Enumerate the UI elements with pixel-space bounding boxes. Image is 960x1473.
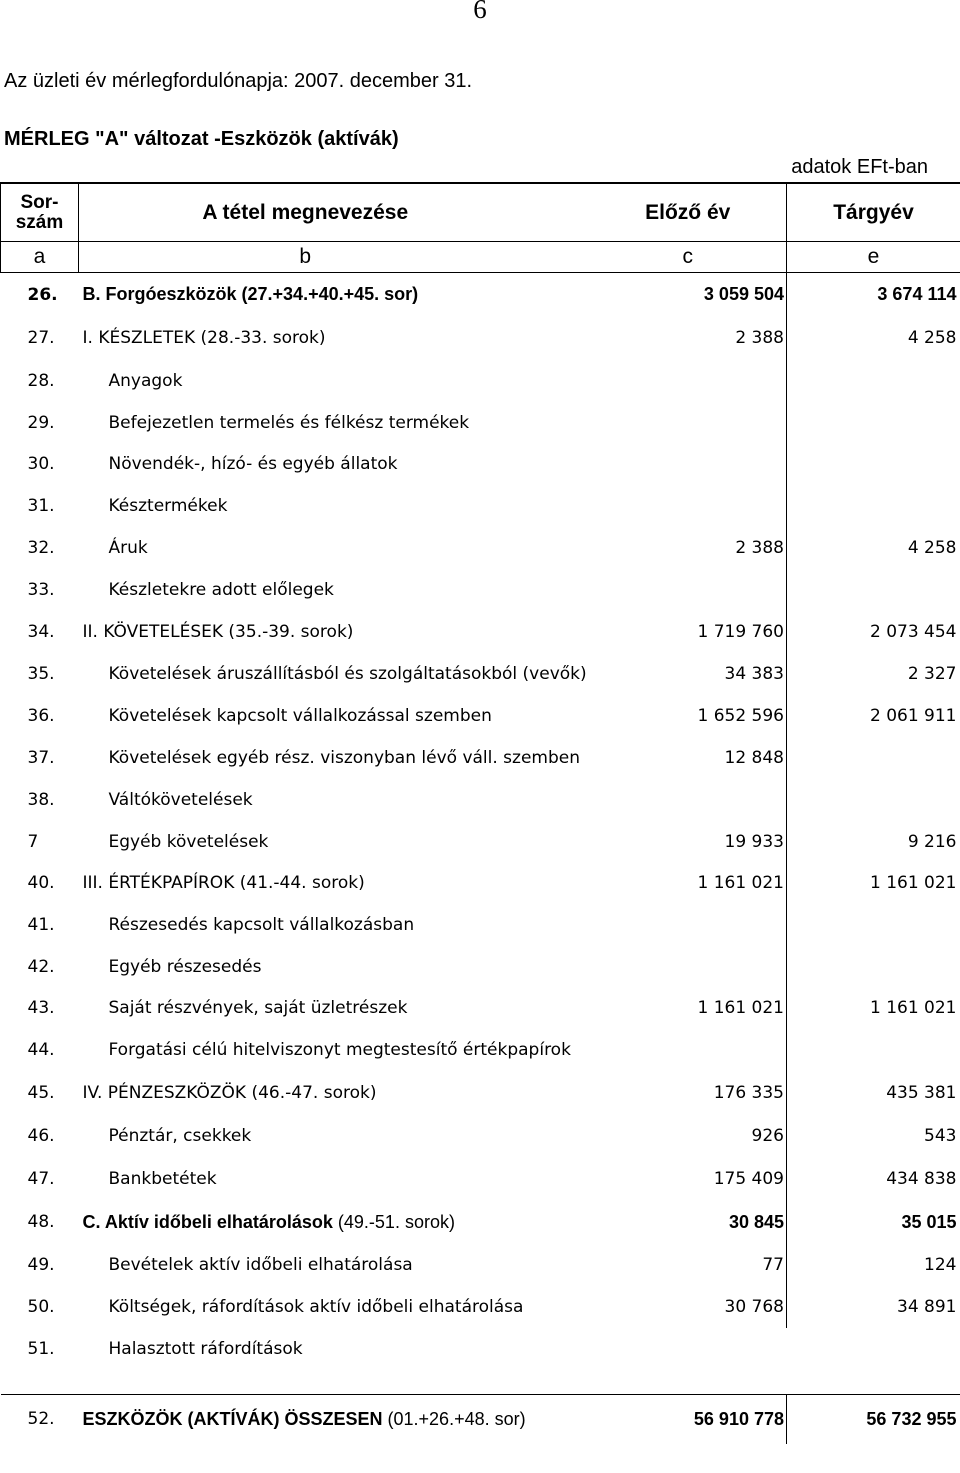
row-label: Egyéb részesedés (108, 956, 262, 977)
row-label: Egyéb követelések (108, 831, 269, 852)
row-number: 28. (27, 370, 55, 391)
row-label: Váltókövetelések (108, 789, 253, 810)
row-label: B. Forgóeszközök (27.+34.+40.+45. sor) (82, 284, 419, 305)
row-number: 31. (27, 495, 55, 516)
row-label: I. KÉSZLETEK (28.-33. sorok) (82, 328, 326, 348)
prev-year-value (622, 779, 787, 821)
prev-year-value: 19 933 (622, 821, 787, 863)
current-year-value: 543 (924, 1126, 957, 1146)
column-letter: b (79, 242, 622, 273)
current-year-value: 9 216 (907, 831, 957, 852)
row-label: Bankbetétek (108, 1169, 217, 1189)
current-year-value: 124 (924, 1254, 957, 1275)
current-year-value: 4 258 (907, 537, 957, 558)
current-year-value: 1 161 021 (869, 873, 957, 893)
table-row (1, 779, 960, 821)
prev-year-value: 175 409 (622, 1158, 787, 1201)
prev-year-value: 77 (622, 1244, 787, 1286)
page-number: 6 (473, 0, 487, 24)
row-label-rest: (01.+26.+48. sor) (382, 1408, 526, 1429)
column-letter: c (622, 242, 787, 273)
prev-year-value: 30 845 (622, 1201, 787, 1244)
row-label-bold: C. Aktív időbeli elhatárolások (82, 1211, 333, 1232)
table-row (1, 821, 960, 863)
row-number: 47. (27, 1169, 55, 1189)
current-year-value: 434 838 (886, 1169, 957, 1189)
row-label: Befejezetlen termelés és félkész termékek (108, 412, 470, 433)
table-row (1, 946, 960, 988)
table-row (1, 1394, 960, 1444)
current-year-value: 4 258 (907, 328, 957, 348)
row-label (79, 1201, 622, 1244)
header-sorszam-line1: Sor- (20, 191, 59, 213)
table-row (1, 527, 960, 569)
row-label-bold: ESZKÖZÖK (AKTÍVÁK) ÖSSZESEN (82, 1408, 383, 1429)
prev-year-value: 1 161 021 (622, 988, 787, 1029)
header-row (1, 183, 960, 242)
current-year-value: 2 073 454 (869, 621, 957, 642)
prev-year-value: 2 388 (622, 527, 787, 569)
current-year-value (787, 946, 960, 988)
prev-year-value (622, 485, 787, 527)
row-number: 37. (27, 747, 55, 768)
row-label: Késztermékek (108, 495, 228, 516)
prev-year-value: 56 910 778 (622, 1394, 787, 1444)
table-row (1, 695, 960, 737)
prev-year-value (622, 904, 787, 946)
prev-year-value (622, 1029, 787, 1071)
prev-year-value: 176 335 (622, 1071, 787, 1115)
table-row (1, 863, 960, 904)
row-label: Követelések kapcsolt vállalkozással szemben (108, 705, 492, 726)
prev-year-value (622, 402, 787, 444)
row-number: 36. (27, 705, 55, 726)
row-number: 51. (27, 1338, 55, 1359)
row-label: II. KÖVETELÉSEK (35.-39. sorok) (82, 621, 354, 642)
current-year-value: 2 061 911 (869, 705, 957, 726)
row-label: Forgatási célú hitelviszonyt megtestesítő értékpapírok (108, 1039, 571, 1060)
units-note: adatok EFt-ban (791, 156, 928, 178)
current-year-value: 35 015 (901, 1211, 957, 1232)
table-row (1, 444, 960, 485)
row-label: Saját részvények, saját üzletrészek (108, 998, 408, 1018)
table-row (1, 988, 960, 1029)
table-row (1, 360, 960, 402)
row-label: Követelések áruszállításból és szolgáltatásokból (vevők) (108, 663, 587, 684)
prev-year-value: 2 388 (622, 317, 787, 360)
row-label: Halasztott ráfordítások (108, 1338, 303, 1359)
row-number: 41. (27, 914, 55, 935)
table-row (1, 1201, 960, 1244)
row-number: 35. (27, 663, 55, 684)
row-number: 42. (27, 956, 55, 977)
current-year-value (787, 569, 960, 611)
row-label: III. ÉRTÉKPAPÍROK (41.-44. sorok) (82, 873, 365, 893)
row-number: 40. (27, 873, 55, 893)
prev-year-value (622, 569, 787, 611)
table-row (1, 1029, 960, 1071)
row-label: Pénztár, csekkek (108, 1126, 252, 1146)
spacer-row (1, 1370, 960, 1395)
prev-year-value: 12 848 (622, 737, 787, 779)
table-row (1, 402, 960, 444)
row-number: 32. (27, 537, 55, 558)
header-prev-year: Előző év (622, 183, 787, 242)
current-year-value: 1 161 021 (869, 998, 957, 1018)
row-label: IV. PÉNZESZKÖZÖK (46.-47. sorok) (82, 1082, 377, 1103)
header-current-year: Tárgyév (787, 183, 960, 242)
table-row (1, 737, 960, 779)
current-year-value (787, 904, 960, 946)
current-year-value (787, 402, 960, 444)
table-row (1, 1071, 960, 1115)
row-label (79, 1394, 622, 1444)
report-title: MÉRLEG "A" változat -Eszközök (aktívák) (4, 128, 399, 150)
row-number: 27. (27, 328, 55, 348)
current-year-value (787, 779, 960, 821)
table-row (1, 1328, 960, 1370)
row-label: Részesedés kapcsolt vállalkozásban (108, 914, 415, 935)
row-label: Készletekre adott előlegek (108, 579, 334, 600)
header-name: A tétel megnevezése (79, 183, 622, 242)
table-row (1, 569, 960, 611)
column-letter: a (1, 242, 79, 273)
row-label: Költségek, ráfordítások aktív időbeli elhatárolása (108, 1296, 524, 1317)
row-number: 44. (27, 1039, 55, 1060)
table-row (1, 904, 960, 946)
report-date: Az üzleti év mérlegfordulónapja: 2007. december 31. (4, 70, 473, 92)
balance-sheet-table (0, 182, 960, 1444)
prev-year-value: 3 059 504 (622, 273, 787, 317)
row-label-rest: (49.-51. sorok) (332, 1211, 455, 1232)
current-year-value: 3 674 114 (877, 284, 957, 305)
row-number: 26. (27, 284, 58, 305)
row-number: 50. (27, 1296, 55, 1317)
current-year-value (787, 737, 960, 779)
table-row (1, 1244, 960, 1286)
prev-year-value (622, 444, 787, 485)
prev-year-value: 926 (622, 1115, 787, 1158)
table-row (1, 273, 960, 317)
current-year-value: 56 732 955 (787, 1394, 960, 1444)
current-year-value (787, 360, 960, 402)
row-label: Követelések egyéb rész. viszonyban lévő váll. szemben (108, 747, 581, 768)
table-row (1, 1158, 960, 1201)
header-sorszam (1, 183, 79, 242)
row-number: 49. (27, 1254, 55, 1275)
current-year-value: 2 327 (907, 663, 957, 684)
row-label: Áruk (108, 537, 148, 558)
prev-year-value: 1 161 021 (622, 863, 787, 904)
table-row (1, 611, 960, 653)
prev-year-value (622, 1328, 787, 1370)
current-year-value (787, 485, 960, 527)
row-label: Bevételek aktív időbeli elhatárolása (108, 1254, 413, 1275)
table-row (1, 485, 960, 527)
table-row (1, 653, 960, 695)
row-number: 46. (27, 1126, 55, 1146)
row-label: Anyagok (108, 370, 183, 391)
column-letter-row (1, 242, 960, 273)
table-row (1, 1286, 960, 1328)
header-sorszam-line2: szám (15, 211, 64, 233)
current-year-value: 34 891 (897, 1296, 957, 1317)
row-number: 52. (1, 1394, 79, 1444)
current-year-value (787, 1029, 960, 1071)
table-row (1, 317, 960, 360)
prev-year-value (622, 360, 787, 402)
row-number: 33. (27, 579, 55, 600)
column-letter: e (787, 242, 960, 273)
current-year-value (787, 444, 960, 485)
row-number: 7 (27, 831, 39, 852)
prev-year-value: 30 768 (622, 1286, 787, 1328)
row-number: 43. (27, 998, 55, 1018)
table-row (1, 1115, 960, 1158)
row-number: 30. (27, 454, 55, 474)
prev-year-value: 1 719 760 (622, 611, 787, 653)
row-number: 29. (27, 412, 55, 433)
row-label: Növendék-, hízó- és egyéb állatok (108, 454, 398, 474)
current-year-value: 435 381 (886, 1082, 957, 1103)
row-number: 34. (27, 621, 55, 642)
prev-year-value: 34 383 (622, 653, 787, 695)
row-number: 45. (27, 1082, 55, 1103)
row-number: 38. (27, 789, 55, 810)
row-number: 48. (27, 1212, 55, 1232)
prev-year-value: 1 652 596 (622, 695, 787, 737)
current-year-value (787, 1328, 960, 1370)
prev-year-value (622, 946, 787, 988)
